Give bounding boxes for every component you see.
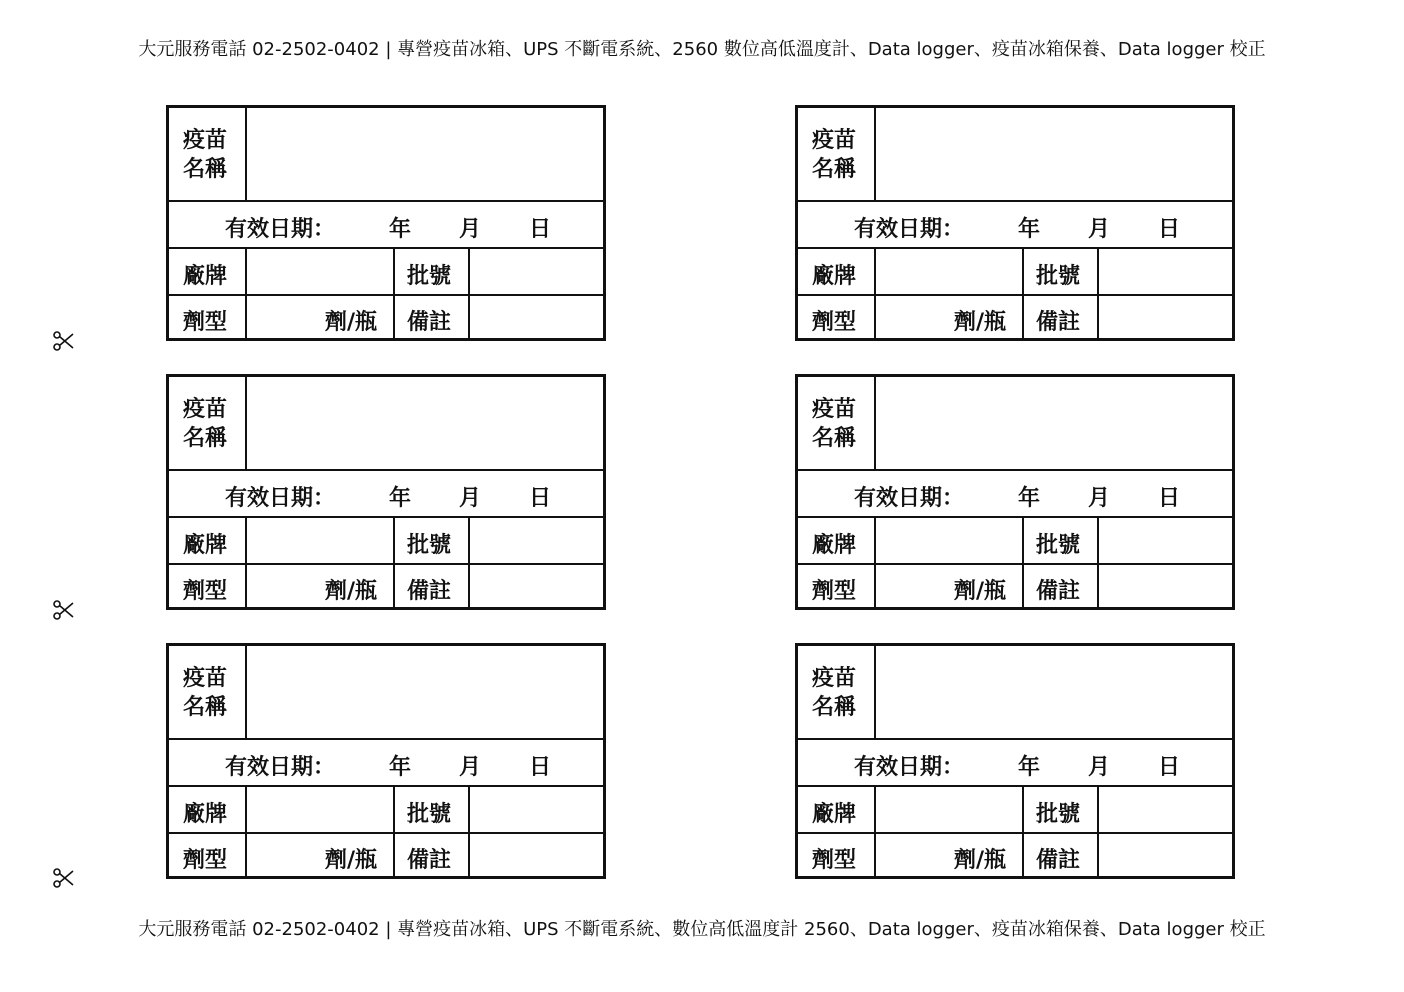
cell-divider (245, 296, 247, 341)
note-label: 備註 (1036, 579, 1081, 604)
cell-divider (874, 646, 876, 738)
dose-per-vial-label: 劑/瓶 (954, 579, 1007, 604)
cell-divider (393, 834, 395, 879)
expiry-date-label: 有效日期： (854, 217, 965, 242)
batch-label: 批號 (1036, 533, 1081, 558)
vaccine-name-label-line2: 名稱 (812, 695, 857, 720)
month-label: 月 (1088, 755, 1111, 780)
note-label: 備註 (407, 579, 452, 604)
cell-divider (393, 249, 395, 294)
cell-divider (1097, 834, 1099, 879)
expiry-date-row (169, 202, 603, 249)
header-service-line: 大元服務電話 02-2502-0402 | 專營疫苗冰箱、UPS 不斷電系統、2560 數位高低溫度計、Data logger、疫苗冰箱保養、Data logger 校正 (138, 39, 1266, 60)
year-label: 年 (389, 486, 412, 511)
expiry-date-row (169, 740, 603, 787)
vaccine-name-label-line2: 名稱 (812, 426, 857, 451)
form-note-row (798, 296, 1232, 341)
vaccine-label-card (166, 643, 606, 879)
vaccine-name-row (169, 108, 603, 202)
vaccine-label-card (795, 643, 1235, 879)
note-label: 備註 (407, 848, 452, 873)
cell-divider (468, 296, 470, 341)
cell-divider (1022, 834, 1024, 879)
cell-divider (1097, 249, 1099, 294)
expiry-date-row (169, 471, 603, 518)
scissors-icon-graphic (52, 329, 76, 353)
form-label: 劑型 (812, 310, 857, 335)
vaccine-label-card (166, 105, 606, 341)
vaccine-name-label (812, 126, 862, 184)
cell-divider (245, 787, 247, 832)
year-label: 年 (389, 755, 412, 780)
month-label: 月 (459, 217, 482, 242)
vaccine-name-label-line1: 疫苗 (812, 397, 857, 422)
day-label: 日 (1158, 217, 1181, 242)
vaccine-name-label (183, 126, 233, 184)
year-label: 年 (389, 217, 412, 242)
vaccine-name-label-line1: 疫苗 (183, 397, 228, 422)
brand-label: 廠牌 (812, 264, 857, 289)
year-label: 年 (1018, 217, 1041, 242)
form-label: 劑型 (183, 579, 228, 604)
day-label: 日 (529, 217, 552, 242)
cell-divider (874, 377, 876, 469)
note-label: 備註 (407, 310, 452, 335)
day-label: 日 (1158, 755, 1181, 780)
expiry-date-label: 有效日期： (225, 486, 336, 511)
expiry-date-row (798, 202, 1232, 249)
form-label: 劑型 (812, 579, 857, 604)
cell-divider (245, 249, 247, 294)
cell-divider (874, 249, 876, 294)
cell-divider (245, 108, 247, 200)
cell-divider (1097, 518, 1099, 563)
batch-label: 批號 (407, 802, 452, 827)
expiry-date-row (798, 471, 1232, 518)
vaccine-name-row (169, 377, 603, 471)
vaccine-name-label-line1: 疫苗 (183, 666, 228, 691)
brand-label: 廠牌 (183, 802, 228, 827)
month-label: 月 (459, 486, 482, 511)
cell-divider (1022, 787, 1024, 832)
cell-divider (468, 787, 470, 832)
month-label: 月 (1088, 486, 1111, 511)
brand-label: 廠牌 (812, 533, 857, 558)
vaccine-label-card (166, 374, 606, 610)
cell-divider (393, 518, 395, 563)
day-label: 日 (529, 755, 552, 780)
brand-batch-row (169, 518, 603, 565)
form-note-row (169, 296, 603, 341)
cell-divider (393, 296, 395, 341)
brand-label: 廠牌 (812, 802, 857, 827)
brand-label: 廠牌 (183, 264, 228, 289)
batch-label: 批號 (407, 264, 452, 289)
cell-divider (1097, 565, 1099, 610)
note-label: 備註 (1036, 848, 1081, 873)
cell-divider (245, 565, 247, 610)
cell-divider (874, 787, 876, 832)
year-label: 年 (1018, 755, 1041, 780)
vaccine-label-card (795, 105, 1235, 341)
vaccine-name-label (183, 664, 233, 722)
vaccine-label-card (795, 374, 1235, 610)
dose-per-vial-label: 劑/瓶 (325, 579, 378, 604)
cell-divider (245, 646, 247, 738)
brand-batch-row (169, 787, 603, 834)
form-note-row (798, 565, 1232, 610)
cell-divider (1022, 249, 1024, 294)
vaccine-name-label-line2: 名稱 (812, 157, 857, 182)
cell-divider (393, 565, 395, 610)
cell-divider (245, 518, 247, 563)
scissors-icon-graphic (52, 866, 76, 890)
vaccine-name-row (798, 108, 1232, 202)
cell-divider (1022, 296, 1024, 341)
footer-service-line: 大元服務電話 02-2502-0402 | 專營疫苗冰箱、UPS 不斷電系統、數位高低溫度計 2560、Data logger、疫苗冰箱保養、Data logger 校正 (138, 919, 1266, 940)
cell-divider (393, 787, 395, 832)
scissors-icon (52, 329, 76, 353)
form-note-row (169, 834, 603, 879)
vaccine-name-label-line1: 疫苗 (812, 128, 857, 153)
cell-divider (874, 518, 876, 563)
vaccine-name-label-line2: 名稱 (183, 695, 228, 720)
vaccine-name-row (798, 377, 1232, 471)
expiry-date-label: 有效日期： (225, 217, 336, 242)
note-label: 備註 (1036, 310, 1081, 335)
dose-per-vial-label: 劑/瓶 (325, 310, 378, 335)
batch-label: 批號 (1036, 802, 1081, 827)
form-label: 劑型 (183, 848, 228, 873)
cell-divider (874, 834, 876, 879)
expiry-date-row (798, 740, 1232, 787)
cell-divider (874, 108, 876, 200)
cell-divider (1097, 296, 1099, 341)
cell-divider (468, 834, 470, 879)
cell-divider (468, 565, 470, 610)
brand-batch-row (798, 249, 1232, 296)
vaccine-name-label (812, 395, 862, 453)
cell-divider (1022, 518, 1024, 563)
cell-divider (245, 834, 247, 879)
vaccine-name-label-line1: 疫苗 (183, 128, 228, 153)
day-label: 日 (1158, 486, 1181, 511)
batch-label: 批號 (407, 533, 452, 558)
expiry-date-label: 有效日期： (225, 755, 336, 780)
cell-divider (1097, 787, 1099, 832)
month-label: 月 (459, 755, 482, 780)
cell-divider (245, 377, 247, 469)
cell-divider (874, 296, 876, 341)
expiry-date-label: 有效日期： (854, 755, 965, 780)
vaccine-name-label-line2: 名稱 (183, 157, 228, 182)
brand-label: 廠牌 (183, 533, 228, 558)
cell-divider (1022, 565, 1024, 610)
year-label: 年 (1018, 486, 1041, 511)
form-label: 劑型 (183, 310, 228, 335)
brand-batch-row (169, 249, 603, 296)
form-note-row (798, 834, 1232, 879)
vaccine-name-row (169, 646, 603, 740)
cell-divider (468, 249, 470, 294)
scissors-icon-graphic (52, 598, 76, 622)
brand-batch-row (798, 518, 1232, 565)
vaccine-name-row (798, 646, 1232, 740)
form-note-row (169, 565, 603, 610)
cell-divider (874, 565, 876, 610)
vaccine-name-label-line1: 疫苗 (812, 666, 857, 691)
expiry-date-label: 有效日期： (854, 486, 965, 511)
batch-label: 批號 (1036, 264, 1081, 289)
cell-divider (468, 518, 470, 563)
vaccine-name-label-line2: 名稱 (183, 426, 228, 451)
scissors-icon (52, 866, 76, 890)
dose-per-vial-label: 劑/瓶 (954, 310, 1007, 335)
month-label: 月 (1088, 217, 1111, 242)
vaccine-name-label (812, 664, 862, 722)
form-label: 劑型 (812, 848, 857, 873)
brand-batch-row (798, 787, 1232, 834)
dose-per-vial-label: 劑/瓶 (954, 848, 1007, 873)
scissors-icon (52, 598, 76, 622)
vaccine-name-label (183, 395, 233, 453)
day-label: 日 (529, 486, 552, 511)
dose-per-vial-label: 劑/瓶 (325, 848, 378, 873)
